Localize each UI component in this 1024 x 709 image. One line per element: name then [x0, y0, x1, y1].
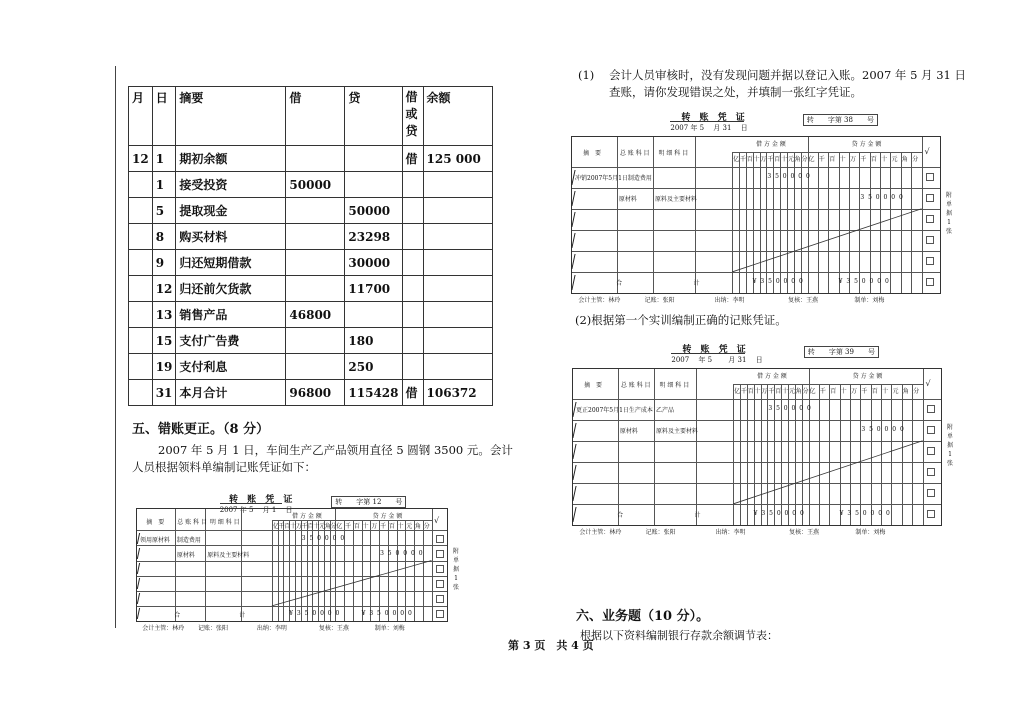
voucher-grid	[136, 508, 448, 622]
cash-ledger-table	[128, 86, 493, 406]
voucher-debit-digit: 万	[761, 388, 768, 396]
voucher-credit-digit: 万	[850, 156, 857, 164]
voucher-credit-digit: 元	[406, 523, 413, 531]
ledger-cell-debit	[286, 354, 345, 380]
ledger-cell-debit	[286, 276, 345, 302]
voucher-title: 转 账 凭 证	[682, 345, 749, 355]
voucher-cancel-diagonal	[137, 509, 447, 621]
voucher-title: 转 账 凭 证	[229, 495, 296, 505]
voucher-credit-digit: 千	[345, 523, 352, 531]
ledger-cell-dc	[402, 354, 423, 380]
voucher-credit-digit: 百	[353, 523, 360, 531]
voucher-attach-char: 单	[946, 432, 953, 440]
voucher-footer-reviewer: 复核：王燕	[789, 529, 820, 536]
voucher-credit-digit: 千	[819, 388, 826, 396]
ledger-cell-balance	[423, 302, 492, 328]
header-debit-or-credit: 借或贷	[402, 87, 423, 146]
voucher-footer-maker: 制单：刘梅	[374, 625, 405, 632]
voucher-debit-digit: 千	[301, 523, 308, 531]
voucher-number: 转 字第 39 号	[804, 346, 879, 358]
voucher-credit-digit: 十	[362, 523, 369, 531]
ledger-cell-dc	[402, 250, 423, 276]
ledger-cell-month: 12	[129, 146, 153, 172]
voucher-debit-digit: 千	[278, 523, 285, 531]
ledger-cell-dc	[402, 224, 423, 250]
ledger-cell-summary: 期初余额	[176, 146, 286, 172]
voucher-credit-digit: 十	[397, 523, 404, 531]
voucher-cancel-diagonal	[572, 137, 940, 293]
header-summary: 摘要	[176, 87, 286, 146]
voucher-header-general: 总 账 科 目	[620, 382, 651, 390]
voucher-row-general: 原材料	[176, 551, 195, 559]
voucher-footer-cashier: 出纳：李明	[715, 529, 746, 536]
voucher-row-debit: 3 5 0 0 0 0	[301, 534, 346, 542]
ledger-cell-month	[129, 198, 153, 224]
voucher-attach-char: 据	[946, 441, 953, 449]
section-5-line-1: 2007 年 5 月 1 日，车间生产乙产品领用直径 5 圆钢 3500 元。会计	[158, 443, 513, 457]
ledger-cell-day: 1	[152, 146, 176, 172]
voucher-footer-cashier: 出纳：李明	[714, 297, 745, 304]
voucher-row-credit: 3 5 0 0 0 0	[861, 426, 905, 434]
ledger-cell-debit: 96800	[286, 380, 345, 406]
voucher-footer-supervisor: 会计主管：林玲	[579, 529, 622, 536]
section-5-title: 五、错账更正。（8 分）	[132, 422, 270, 437]
voucher-attach-char: 附	[945, 191, 952, 199]
ledger-cell-month	[129, 302, 153, 328]
voucher-total-right: 计	[239, 612, 246, 620]
voucher-row-debit: 3 5 0 0 0 0	[768, 404, 812, 412]
voucher-debit-digit: 千	[768, 388, 775, 396]
voucher-debit-digit: 千	[767, 156, 774, 164]
voucher-credit-digit: 十	[881, 156, 888, 164]
ledger-cell-credit: 115428	[345, 380, 402, 406]
voucher-credit-digit: 角	[902, 388, 909, 396]
ledger-row	[129, 224, 493, 250]
voucher-footer-bookkeeper: 记账：张阳	[644, 297, 675, 304]
voucher-date: 2007 年 5 月 31 日	[670, 124, 748, 132]
voucher-row-detail: 原料及主要材料	[654, 196, 697, 204]
voucher-row-general: 制造费用	[176, 536, 201, 544]
ledger-cell-day: 5	[152, 198, 176, 224]
voucher-footer-bookkeeper: 记账：张阳	[198, 625, 229, 632]
ledger-cell-balance	[423, 224, 492, 250]
voucher-header-detail: 明 细 科 目	[658, 150, 689, 158]
voucher-correct	[572, 342, 960, 538]
voucher-debit-digit: 百	[747, 388, 754, 396]
ledger-cell-day: 19	[152, 354, 176, 380]
ledger-cell-month	[129, 172, 153, 198]
voucher-credit-digit: 百	[871, 388, 878, 396]
ledger-cell-balance	[423, 276, 492, 302]
ledger-cell-day: 15	[152, 328, 176, 354]
voucher-total-debit: ¥ 3 5 0 0 0 0	[752, 278, 804, 286]
voucher-debit-digit: 千	[740, 388, 747, 396]
voucher-debit-digit: 亿	[733, 156, 740, 164]
ledger-cell-month	[129, 224, 153, 250]
voucher-credit-digit: 十	[882, 388, 889, 396]
voucher-footer-reviewer: 复核：王燕	[318, 625, 349, 632]
voucher-total-right: 计	[694, 512, 701, 520]
header-balance: 余额	[423, 87, 492, 146]
voucher-debit-digit: 分	[801, 156, 808, 164]
ledger-cell-credit	[345, 146, 402, 172]
ledger-cell-debit	[286, 198, 345, 224]
ledger-cell-day: 31	[152, 380, 176, 406]
voucher-total-left: 合	[174, 612, 181, 620]
voucher-row-detail: 原料及主要材料	[655, 428, 698, 436]
voucher-number: 转 字第 38 号	[803, 114, 878, 126]
voucher-credit-digit: 百	[388, 523, 395, 531]
voucher-attach-char: 附	[452, 548, 459, 556]
voucher-title: 转 账 凭 证	[681, 113, 748, 123]
voucher-debit-digit: 元	[788, 388, 795, 396]
voucher-attach-char: 张	[452, 584, 459, 592]
ledger-cell-balance	[423, 198, 492, 224]
voucher-header-detail: 明 细 科 目	[659, 382, 690, 390]
voucher-credit-digit: 百	[829, 156, 836, 164]
voucher-debit-digit: 十	[781, 156, 788, 164]
voucher-debit-digit: 十	[313, 523, 320, 531]
header-credit: 贷	[345, 87, 402, 146]
ledger-cell-day: 1	[152, 172, 176, 198]
voucher-header-debit: 借 方 金 额	[756, 141, 786, 148]
binding-margin-line	[115, 66, 116, 628]
ledger-cell-credit: 11700	[345, 276, 402, 302]
voucher-header-summary: 摘 要	[583, 150, 602, 158]
voucher-footer-maker: 制单：刘梅	[855, 529, 886, 536]
voucher-debit-digit: 角	[794, 156, 801, 164]
voucher-attach-char: 单	[452, 557, 459, 565]
ledger-cell-credit: 250	[345, 354, 402, 380]
voucher-attach-char: 张	[946, 459, 953, 467]
ledger-cell-balance: 106372	[423, 380, 492, 406]
voucher-check-header: √	[924, 147, 930, 157]
ledger-cell-summary: 销售产品	[176, 302, 286, 328]
ledger-cell-summary: 归还前欠货款	[176, 276, 286, 302]
voucher-attach-char: 1	[947, 218, 951, 226]
ledger-cell-month	[129, 354, 153, 380]
voucher-credit-digit: 十	[839, 156, 846, 164]
voucher-credit-digit: 分	[912, 156, 919, 164]
voucher-attach-char: 据	[452, 566, 459, 574]
voucher-total-debit: ¥ 3 5 0 0 0 0	[753, 510, 805, 518]
voucher-debit-digit: 亿	[734, 388, 741, 396]
voucher-row-credit: 3 5 0 0 0 0	[860, 194, 904, 202]
ledger-cell-dc: 借	[402, 146, 423, 172]
voucher-debit-digit: 分	[802, 388, 809, 396]
ledger-cell-summary: 归还短期借款	[176, 250, 286, 276]
voucher-debit-digit: 百	[746, 156, 753, 164]
voucher-attach-char: 单	[945, 200, 952, 208]
ledger-cell-balance	[423, 172, 492, 198]
voucher-credit-digit: 万	[371, 523, 378, 531]
voucher-header-general: 总 账 科 目	[619, 150, 650, 158]
voucher-footer-maker: 制单：刘梅	[854, 297, 885, 304]
ledger-cell-summary: 提取现金	[176, 198, 286, 224]
voucher-footer-reviewer: 复核：王燕	[788, 297, 819, 304]
voucher-credit-digit: 亿	[809, 388, 816, 396]
voucher-credit-digit: 百	[870, 156, 877, 164]
voucher-row-detail: 原料及主要材料	[207, 551, 250, 559]
voucher-attach-char: 1	[454, 575, 458, 583]
voucher-grid	[572, 368, 942, 526]
ledger-cell-day: 9	[152, 250, 176, 276]
section-6-title: 六、业务题（10 分）。	[576, 609, 710, 624]
ledger-row	[129, 172, 493, 198]
ledger-cell-day: 8	[152, 224, 176, 250]
voucher-row-summary: 冲销2007年5月1日制造费用	[575, 174, 652, 182]
voucher-credit-digit: 千	[380, 523, 387, 531]
voucher-cancel-line	[732, 209, 922, 272]
voucher-debit-digit: 百	[775, 388, 782, 396]
voucher-total-credit: ¥ 3 5 0 0 0 0	[839, 510, 891, 518]
voucher-header-summary: 摘 要	[146, 519, 165, 527]
voucher-debit-digit: 分	[330, 523, 337, 531]
ledger-cell-month	[129, 250, 153, 276]
voucher-cancel-line	[733, 441, 923, 504]
voucher-footer-supervisor: 会计主管：林玲	[578, 297, 621, 304]
voucher-title-underline	[670, 121, 744, 122]
voucher-total-right: 计	[693, 280, 700, 288]
ledger-cell-dc: 借	[402, 380, 423, 406]
voucher-title-underline	[220, 503, 282, 504]
voucher-credit-digit: 千	[818, 156, 825, 164]
voucher-grid	[571, 136, 941, 294]
ledger-cell-debit: 50000	[286, 172, 345, 198]
voucher-debit-digit: 角	[795, 388, 802, 396]
ledger-cell-dc	[402, 302, 423, 328]
ledger-row	[129, 146, 493, 172]
voucher-header-detail: 明 细 科 目	[209, 519, 240, 527]
header-debit: 借	[286, 87, 345, 146]
voucher-credit-digit: 元	[891, 156, 898, 164]
voucher-credit-digit: 元	[892, 388, 899, 396]
voucher-header-debit: 借 方 金 额	[757, 373, 787, 380]
voucher-row-credit: 3 5 0 0 0 0	[380, 549, 424, 557]
voucher-attach-char: 附	[946, 423, 953, 431]
ledger-cell-debit	[286, 146, 345, 172]
voucher-footer-bookkeeper: 记账：张阳	[645, 529, 676, 536]
voucher-row-general: 原材料	[619, 428, 638, 436]
ledger-cell-dc	[402, 172, 423, 198]
ledger-cell-day: 12	[152, 276, 176, 302]
ledger-cell-balance: 125 000	[423, 146, 492, 172]
voucher-title-underline	[671, 353, 745, 354]
voucher-debit-digit: 万	[295, 523, 302, 531]
voucher-debit-digit: 角	[324, 523, 331, 531]
voucher-debit-digit: 百	[774, 156, 781, 164]
voucher-credit-digit: 万	[851, 388, 858, 396]
voucher-red-reversal	[571, 110, 959, 306]
voucher-check-header: √	[925, 379, 931, 389]
voucher-debit-digit: 百	[284, 523, 291, 531]
voucher-row-summary: 更正2007年5月1日生产成本	[576, 406, 653, 414]
voucher-date: 2007 年 5 月 1 日	[219, 506, 293, 514]
voucher-check-header: √	[433, 516, 440, 526]
ledger-cell-credit	[345, 302, 402, 328]
ledger-cell-credit: 23298	[345, 224, 402, 250]
voucher-row-general: 原材料	[618, 196, 637, 204]
ledger-row	[129, 328, 493, 354]
ledger-cell-debit	[286, 224, 345, 250]
voucher-header-credit: 贷 方 金 额	[851, 141, 882, 148]
voucher-credit-digit: 千	[860, 156, 867, 164]
ledger-cell-debit: 46800	[286, 302, 345, 328]
voucher-row-summary: 领用原材料	[140, 536, 171, 544]
ledger-cell-debit	[286, 250, 345, 276]
ledger-cell-day: 13	[152, 302, 176, 328]
voucher-credit-digit: 百	[830, 388, 837, 396]
voucher-cancel-line	[272, 561, 432, 606]
page-number: 第 3 页 共 4 页	[508, 639, 594, 652]
voucher-total-debit: ¥ 3 5 0 0 0 0	[289, 610, 341, 618]
voucher-attach-char: 据	[945, 209, 952, 217]
voucher-credit-digit: 分	[423, 523, 430, 531]
task-1-label: (1)	[578, 68, 595, 82]
ledger-row	[129, 198, 493, 224]
header-month: 月	[129, 87, 153, 146]
voucher-credit-digit: 角	[415, 523, 422, 531]
voucher-credit-digit: 亿	[336, 523, 343, 531]
task-1-line-1: 会计人员审核时，没有发现问题并据以登记入账。2007 年 5 月 31 日	[609, 68, 966, 82]
ledger-cell-dc	[402, 276, 423, 302]
ledger-cell-summary: 支付广告费	[176, 328, 286, 354]
header-day: 日	[152, 87, 176, 146]
voucher-header-credit: 贷 方 金 额	[372, 513, 403, 520]
ledger-cell-credit: 180	[345, 328, 402, 354]
voucher-total-credit: ¥ 3 5 0 0 0 0	[361, 610, 413, 618]
voucher-credit-digit: 千	[861, 388, 868, 396]
ledger-row	[129, 354, 493, 380]
ledger-cell-summary: 支付利息	[176, 354, 286, 380]
voucher-credit-digit: 角	[901, 156, 908, 164]
section-6-subtitle: 根据以下资料编制银行存款余额调节表：	[580, 629, 778, 642]
voucher-debit-digit: 元	[787, 156, 794, 164]
section-5-line-2: 人员根据领料单编制记账凭证如下：	[132, 460, 316, 474]
voucher-header-general: 总 账 科 目	[177, 519, 208, 527]
voucher-original	[136, 492, 466, 644]
ledger-cell-dc	[402, 198, 423, 224]
voucher-debit-digit: 十	[754, 388, 761, 396]
voucher-header-credit: 贷 方 金 额	[852, 373, 883, 380]
ledger-cell-credit: 30000	[345, 250, 402, 276]
voucher-date: 2007 年 5 月 31 日	[671, 356, 763, 364]
ledger-row	[129, 380, 493, 406]
voucher-debit-digit: 千	[739, 156, 746, 164]
ledger-row	[129, 302, 493, 328]
ledger-row	[129, 276, 493, 302]
ledger-cell-balance	[423, 328, 492, 354]
voucher-row-detail: 乙产品	[655, 406, 674, 414]
voucher-debit-digit: 十	[782, 388, 789, 396]
ledger-cell-summary: 购买材料	[176, 224, 286, 250]
voucher-footer-supervisor: 会计主管：林玲	[142, 625, 185, 632]
voucher-debit-digit: 亿	[272, 523, 279, 531]
voucher-total-credit: ¥ 3 5 0 0 0 0	[838, 278, 890, 286]
ledger-cell-dc	[402, 328, 423, 354]
voucher-header-summary: 摘 要	[584, 382, 603, 390]
task-1-line-2: 查账，请你发现错误之处，并填制一张红字凭证。	[609, 85, 862, 99]
ledger-row	[129, 250, 493, 276]
ledger-cell-summary: 本月合计	[176, 380, 286, 406]
voucher-row-debit: 3 5 0 0 0 0	[767, 172, 811, 180]
voucher-attach-char: 张	[945, 227, 952, 235]
voucher-credit-digit: 十	[840, 388, 847, 396]
voucher-number: 转 字第 12 号	[331, 496, 406, 508]
voucher-footer-cashier: 出纳：李明	[256, 625, 287, 632]
ledger-header-row	[129, 87, 493, 146]
voucher-debit-digit: 百	[307, 523, 314, 531]
voucher-debit-digit: 十	[290, 523, 297, 531]
voucher-attach-char: 1	[948, 450, 952, 458]
ledger-cell-credit	[345, 172, 402, 198]
voucher-total-left: 合	[617, 512, 624, 520]
ledger-cell-month	[129, 328, 153, 354]
voucher-cancel-diagonal	[573, 369, 941, 525]
voucher-total-left: 合	[616, 280, 623, 288]
ledger-cell-month	[129, 380, 153, 406]
voucher-credit-digit: 亿	[808, 156, 815, 164]
ledger-cell-credit: 50000	[345, 198, 402, 224]
ledger-cell-month	[129, 276, 153, 302]
ledger-cell-summary: 接受投资	[176, 172, 286, 198]
ledger-cell-balance	[423, 250, 492, 276]
voucher-debit-digit: 十	[753, 156, 760, 164]
task-2-text: (2)根据第一个实训编制正确的记账凭证。	[575, 313, 787, 327]
voucher-debit-digit: 万	[760, 156, 767, 164]
voucher-credit-digit: 分	[913, 388, 920, 396]
voucher-header-debit: 借 方 金 额	[292, 513, 322, 520]
ledger-cell-balance	[423, 354, 492, 380]
voucher-debit-digit: 元	[319, 523, 326, 531]
ledger-cell-debit	[286, 328, 345, 354]
